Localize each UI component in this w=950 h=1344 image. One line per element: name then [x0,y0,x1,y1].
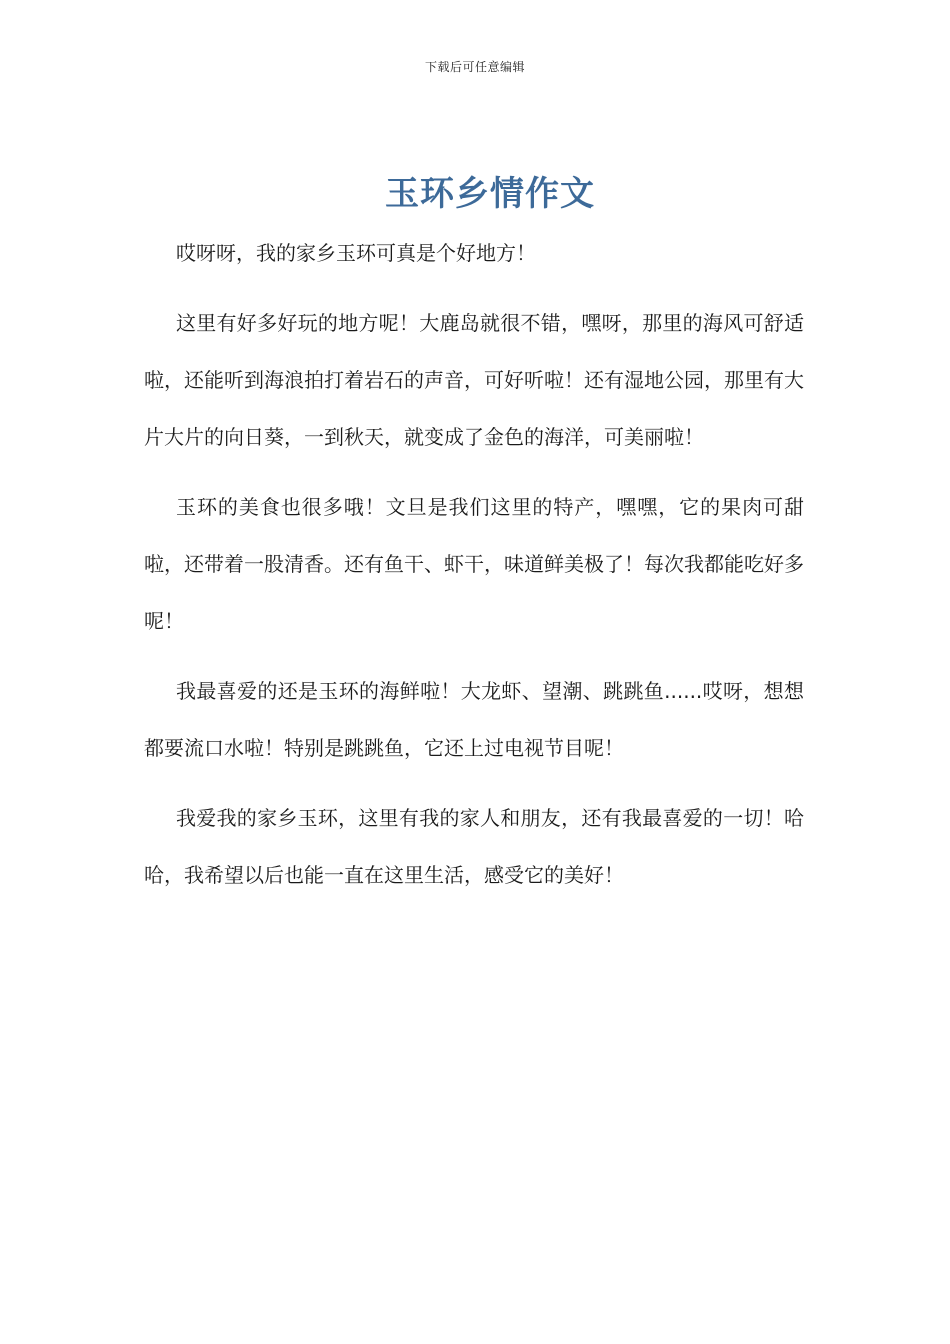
header-note: 下载后可任意编辑 [424,60,525,74]
paragraph-intro: 哎呀呀，我的家乡玉环可真是个好地方！ [176,241,536,265]
essay-body [144,225,804,904]
paragraph-places: 这里有好多好玩的地方呢！大鹿岛就很不错，嘿呀，那里的海风可舒适啦，还能听到海浪拍打着岩石的声音，可好听啦！还有湿地公园，那里有大片大片的向日葵，一到秋天，就变成了金色的海洋，可美丽啦！ [144,311,804,449]
paragraph-food: 玉环的美食也很多哦！文旦是我们这里的特产，嘿嘿，它的果肉可甜啦，还带着一股清香。还有鱼干、虾干，味道鲜美极了！每次我都能吃好多呢！ [144,495,804,633]
document-title: 玉环乡情作文 [385,174,595,214]
paragraph-conclusion: 我爱我的家乡玉环，这里有我的家人和朋友，还有我最喜爱的一切！哈哈，我希望以后也能一直在这里生活，感受它的美好！ [144,806,804,887]
paragraph-seafood: 我最喜爱的还是玉环的海鲜啦！大龙虾、望潮、跳跳鱼......哎呀，想想都要流口水啦！特别是跳跳鱼，它还上过电视节目呢！ [144,679,804,760]
